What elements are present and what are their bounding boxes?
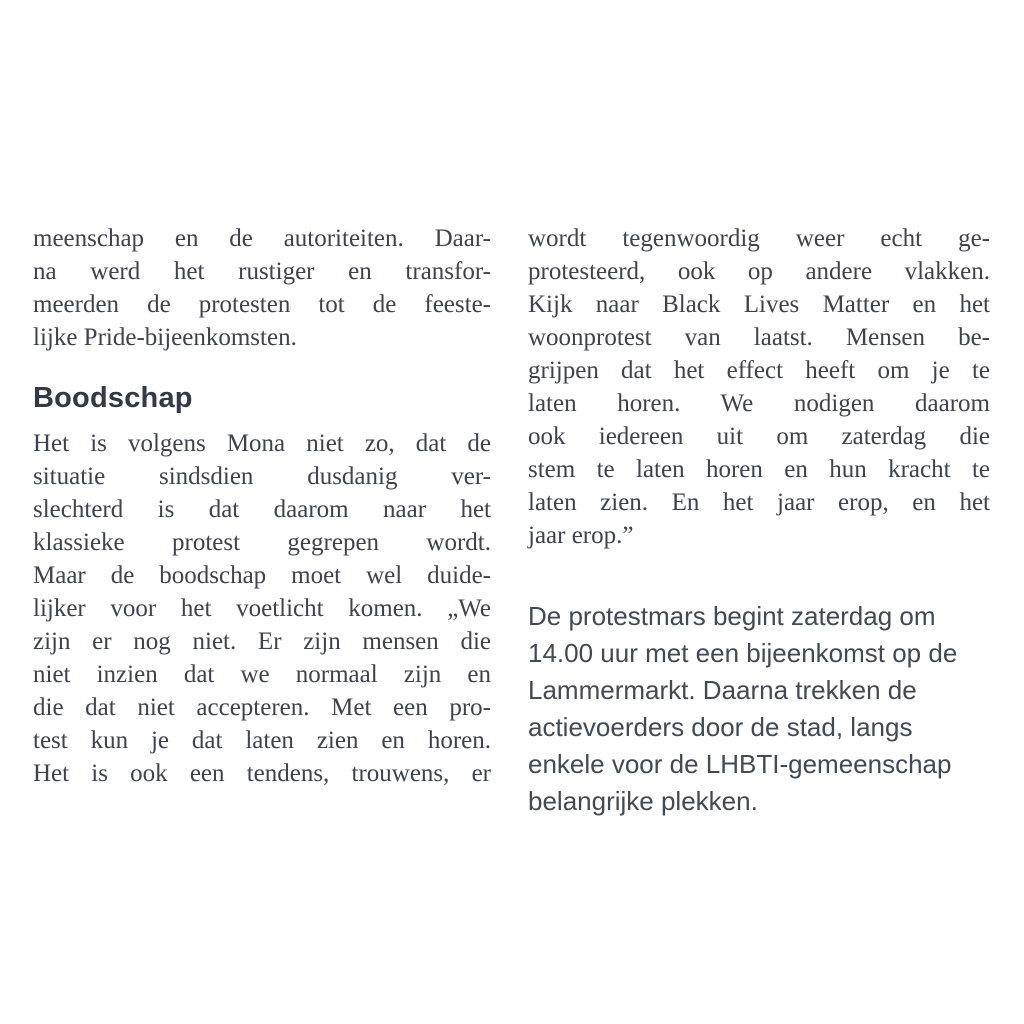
paragraph-1 bbox=[33, 222, 491, 354]
text-line: De protestmars begint zaterdag om bbox=[528, 601, 936, 631]
text-line: die dat niet accepteren. Met een pro- bbox=[33, 694, 491, 721]
text-line: niet inzien dat we normaal zijn en bbox=[33, 661, 491, 688]
text-line: na werd het rustiger en transfor- bbox=[33, 258, 491, 285]
text-line: Kijk naar Black Lives Matter en het bbox=[528, 291, 990, 318]
text-line: situatie sindsdien dusdanig ver- bbox=[33, 463, 491, 490]
text-line: grijpen dat het effect heeft om je te bbox=[528, 357, 990, 384]
right-column bbox=[528, 222, 990, 820]
text-line: laten zien. En het jaar erop, en het bbox=[528, 489, 990, 516]
text-line: meerden de protesten tot de feeste- bbox=[33, 291, 491, 318]
text-line: belangrijke plekken. bbox=[528, 786, 758, 816]
text-line: Het is ook een tendens, trouwens, er bbox=[33, 760, 491, 787]
text-line: protesteerd, ook op andere vlakken. bbox=[528, 258, 990, 285]
paragraph-4-footer bbox=[528, 598, 990, 820]
text-line: laten horen. We nodigen daarom bbox=[528, 390, 990, 417]
text-line: Maar de boodschap moet wel duide- bbox=[33, 562, 491, 589]
text-line: ook iedereen uit om zaterdag die bbox=[528, 423, 990, 450]
text-line: Het is volgens Mona niet zo, dat de bbox=[33, 430, 491, 457]
text-line: test kun je dat laten zien en horen. bbox=[33, 727, 491, 754]
paragraph-2 bbox=[33, 427, 491, 790]
text-line: slechterd is dat daarom naar het bbox=[33, 496, 491, 523]
text-line: 14.00 uur met een bijeenkomst op de bbox=[528, 638, 958, 668]
paragraph-3 bbox=[528, 222, 990, 552]
text-line: Lammermarkt. Daarna trekken de bbox=[528, 675, 917, 705]
left-column bbox=[33, 222, 491, 790]
text-line: lijke Pride-bijeenkomsten. bbox=[33, 324, 297, 351]
text-line: klassieke protest gegrepen wordt. bbox=[33, 529, 491, 556]
text-line: jaar erop.” bbox=[528, 522, 634, 549]
section-heading: Boodschap bbox=[33, 382, 193, 414]
text-line: lijker voor het voetlicht komen. „We bbox=[33, 595, 491, 622]
text-line: enkele voor de LHBTI-gemeenschap bbox=[528, 749, 952, 779]
text-line: wordt tegenwoordig weer echt ge- bbox=[528, 225, 990, 252]
text-line: actievoerders door de stad, langs bbox=[528, 712, 913, 742]
text-line: meenschap en de autoriteiten. Daar- bbox=[33, 225, 491, 252]
text-line: woonprotest van laatst. Mensen be- bbox=[528, 324, 990, 351]
text-line: zijn er nog niet. Er zijn mensen die bbox=[33, 628, 491, 655]
text-line: stem te laten horen en hun kracht te bbox=[528, 456, 990, 483]
